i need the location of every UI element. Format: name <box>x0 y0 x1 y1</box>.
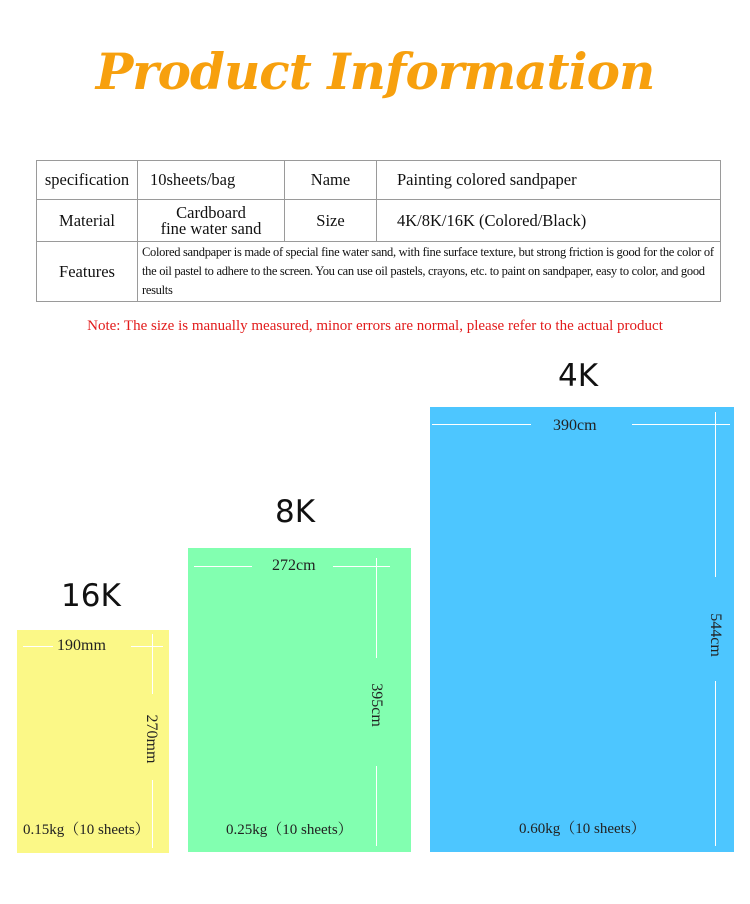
size-16k-width: 190mm <box>57 637 106 654</box>
width-line <box>432 424 531 425</box>
size-value: 4K/8K/16K (Colored/Black) <box>377 200 721 242</box>
height-line <box>152 780 153 848</box>
size-4k-height: 544cm <box>707 613 724 657</box>
width-line <box>23 646 53 647</box>
size-4k-label: 4K <box>558 358 599 394</box>
name-value: Painting colored sandpaper <box>377 161 721 200</box>
height-line <box>376 766 377 846</box>
features-value: Colored sandpaper is made of special fine water sand, with fine surface texture, but strong friction is good for the color of the oil pastel to adhere to the screen. You can use oil pastels, crayons, etc. to paint on sandpaper, easy to color, and good results <box>138 242 721 302</box>
spec-value: 10sheets/bag <box>138 161 285 200</box>
height-line <box>152 634 153 694</box>
size-8k-panel <box>188 548 411 852</box>
size-8k-weight: 0.25kg（10 sheets） <box>226 822 353 838</box>
height-line <box>715 681 716 846</box>
size-8k-label: 8K <box>275 494 316 530</box>
width-line <box>333 566 390 567</box>
spec-table <box>36 160 721 302</box>
material-value-line2: fine water sand <box>160 218 262 238</box>
spec-label: specification <box>37 161 138 200</box>
size-label: Size <box>285 200 377 242</box>
width-line <box>194 566 252 567</box>
material-label: Material <box>37 200 138 242</box>
size-16k-label: 16K <box>61 578 121 614</box>
features-label: Features <box>37 242 138 302</box>
size-4k-weight: 0.60kg（10 sheets） <box>519 821 646 837</box>
size-4k-panel <box>430 407 734 852</box>
table-row <box>37 161 721 200</box>
size-note: Note: The size is manually measured, minor errors are normal, please refer to the actual product <box>87 318 663 334</box>
size-16k-weight: 0.15kg（10 sheets） <box>23 822 150 838</box>
material-value-line1: Cardboard <box>176 202 246 222</box>
name-label: Name <box>285 161 377 200</box>
height-line <box>376 558 377 658</box>
size-4k-width: 390cm <box>553 417 597 434</box>
page-title: Product Information <box>95 42 655 101</box>
size-8k-width: 272cm <box>272 557 316 574</box>
size-16k-panel <box>17 630 169 853</box>
height-line <box>715 412 716 577</box>
size-8k-height: 395cm <box>368 683 385 727</box>
table-row <box>37 242 721 302</box>
table-row <box>37 200 721 242</box>
material-value <box>138 200 285 242</box>
width-line <box>131 646 163 647</box>
size-16k-height: 270mm <box>143 714 160 764</box>
